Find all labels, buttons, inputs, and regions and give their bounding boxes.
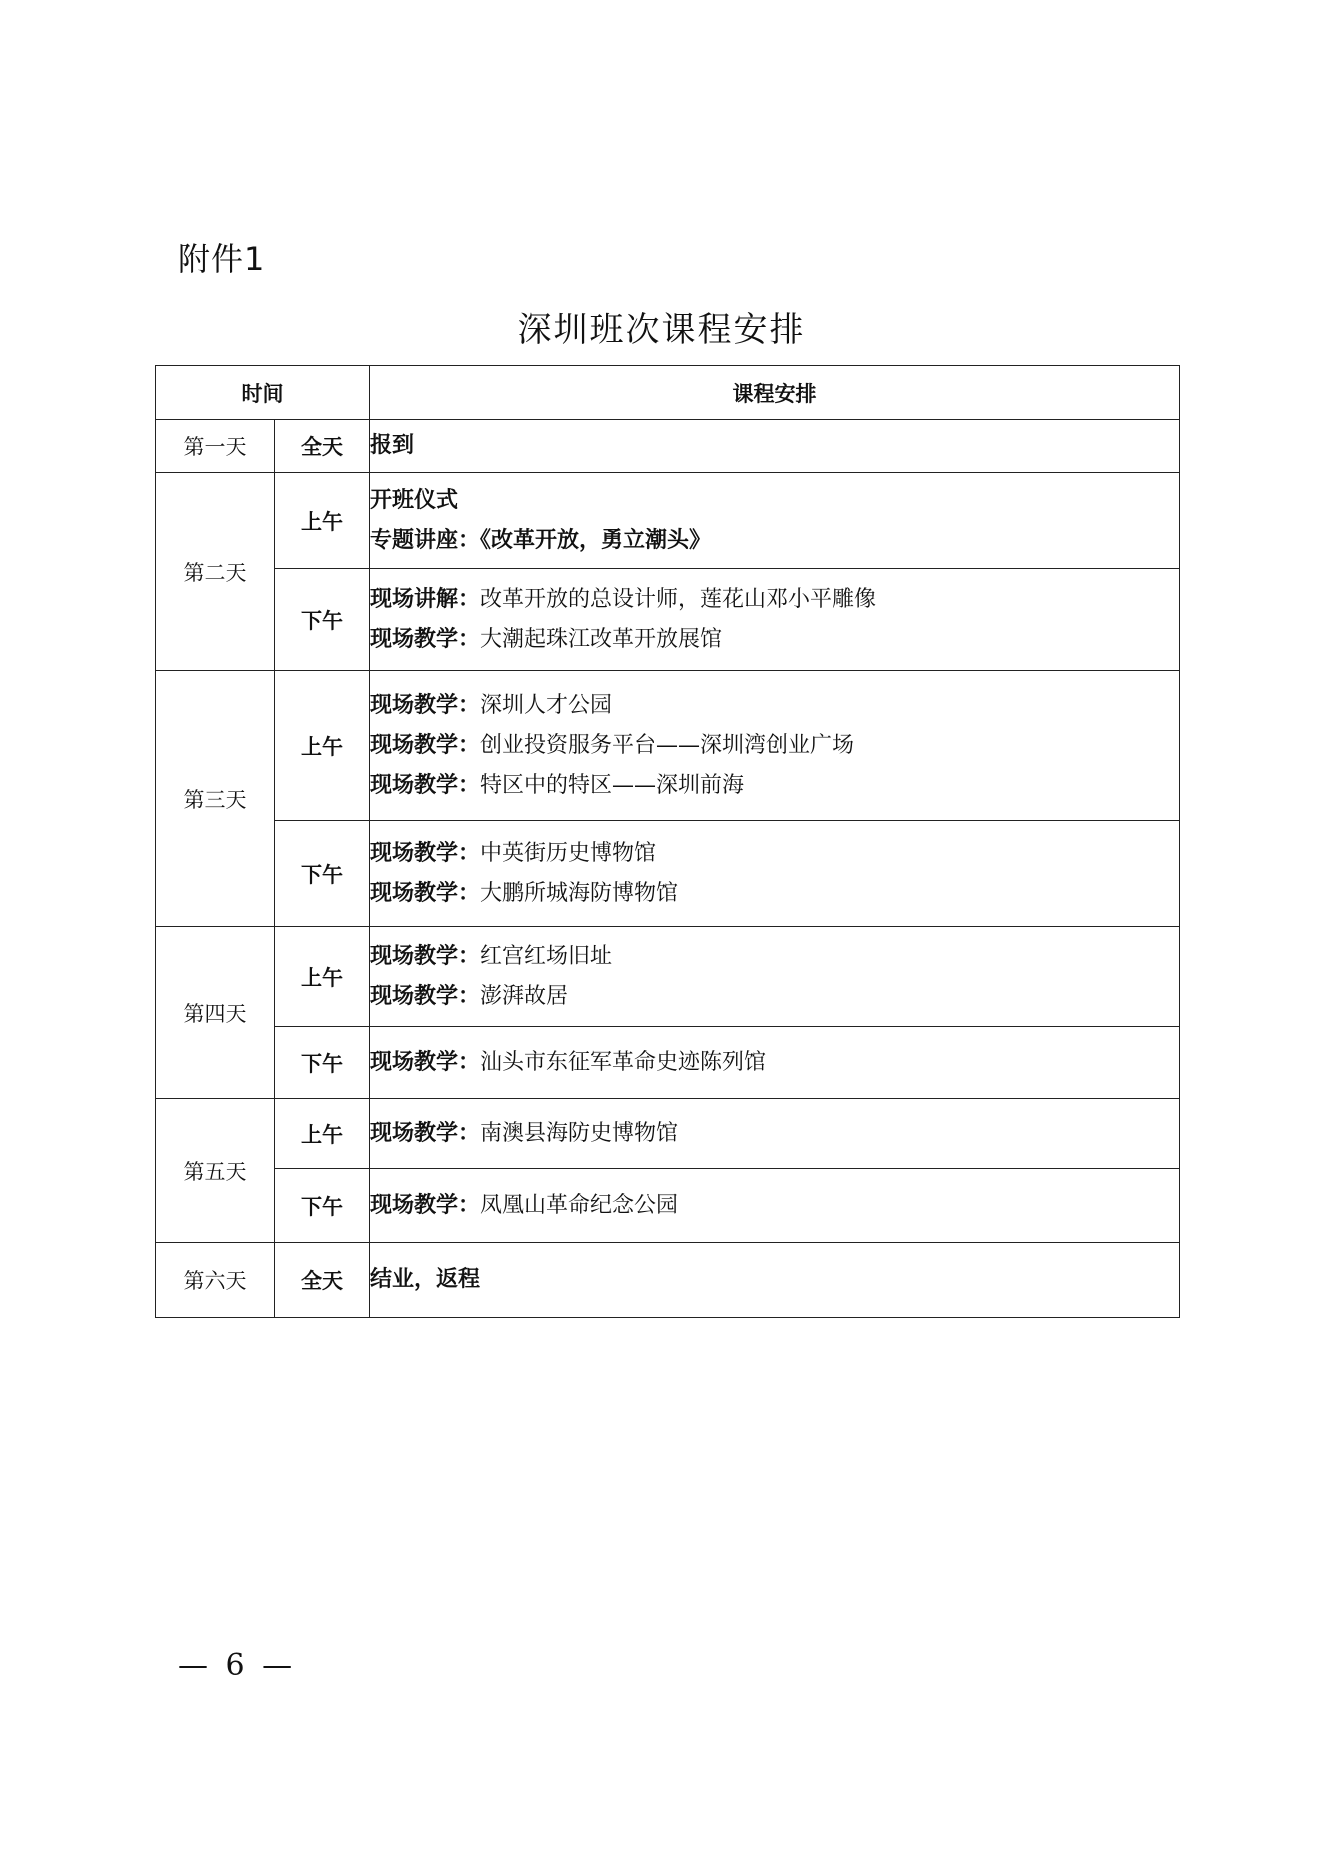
activity-text: 改革开放的总设计师，莲花山邓小平雕像 [480, 586, 877, 612]
schedule-content-cell [370, 569, 1180, 671]
table-row [156, 1169, 1180, 1243]
activity-text: 南澳县海防史博物馆 [480, 1120, 679, 1146]
activity-text: 汕头市东征军革命史迹陈列馆 [480, 1049, 767, 1075]
day-cell: 第五天 [156, 1099, 275, 1243]
period-cell: 上午 [275, 473, 370, 569]
period-cell: 上午 [275, 671, 370, 821]
period-cell: 全天 [275, 1243, 370, 1318]
activity-text: 结业，返程 [370, 1267, 481, 1292]
activity-type-label: 现场教学： [370, 626, 481, 652]
table-row [156, 1099, 1180, 1169]
schedule-item [370, 620, 1179, 660]
activity-type-label: 现场教学： [370, 983, 481, 1009]
schedule-item [370, 937, 1179, 977]
activity-text: 凤凰山革命纪念公园 [480, 1192, 679, 1218]
page-number: — 6 — [178, 1648, 297, 1683]
period-cell: 下午 [275, 1027, 370, 1099]
schedule-item [370, 766, 1179, 806]
activity-type-label: 现场教学： [370, 1120, 481, 1146]
activity-text: 特区中的特区——深圳前海 [480, 772, 745, 798]
activity-type-label: 现场教学： [370, 772, 481, 798]
table-row [156, 1243, 1180, 1318]
day-cell: 第二天 [156, 473, 275, 671]
activity-type-label: 现场教学： [370, 692, 481, 718]
activity-text: 大鹏所城海防博物馆 [480, 880, 679, 906]
schedule-content-cell [370, 821, 1180, 927]
schedule-content-cell [370, 1099, 1180, 1169]
schedule-table [155, 365, 1180, 1318]
day-cell: 第一天 [156, 420, 275, 473]
period-cell: 上午 [275, 927, 370, 1027]
period-cell: 上午 [275, 1099, 370, 1169]
schedule-item [370, 1260, 1179, 1300]
activity-text: 专题讲座：《改革开放，勇立潮头》 [370, 527, 712, 553]
activity-type-label: 现场教学： [370, 1192, 481, 1218]
table-header-row [156, 366, 1180, 420]
activity-type-label: 现场教学： [370, 880, 481, 906]
table-row [156, 671, 1180, 821]
activity-text: 深圳人才公园 [480, 692, 613, 718]
table-row [156, 927, 1180, 1027]
schedule-item [370, 1114, 1179, 1154]
table-row [156, 1027, 1180, 1099]
activity-text: 开班仪式 [370, 487, 459, 513]
day-cell: 第四天 [156, 927, 275, 1099]
activity-type-label: 现场教学： [370, 943, 481, 969]
activity-text: 红宫红场旧址 [480, 943, 613, 969]
schedule-item [370, 426, 1179, 466]
schedule-content-cell [370, 1243, 1180, 1318]
period-cell: 下午 [275, 569, 370, 671]
activity-text: 中英街历史博物馆 [480, 840, 657, 866]
attachment-label: 附件1 [178, 240, 266, 278]
activity-type-label: 现场教学： [370, 1049, 481, 1075]
schedule-item [370, 686, 1179, 726]
activity-type-label: 现场教学： [370, 840, 481, 866]
activity-text: 创业投资服务平台——深圳湾创业广场 [480, 732, 855, 758]
schedule-item [370, 521, 1179, 561]
schedule-item [370, 481, 1179, 521]
column-header-schedule: 课程安排 [370, 366, 1180, 420]
schedule-item [370, 874, 1179, 914]
period-cell: 下午 [275, 821, 370, 927]
schedule-content-cell [370, 1027, 1180, 1099]
table-row [156, 821, 1180, 927]
schedule-body [156, 420, 1180, 1318]
column-header-time: 时间 [156, 366, 370, 420]
day-cell: 第三天 [156, 671, 275, 927]
schedule-item [370, 1186, 1179, 1226]
schedule-content-cell [370, 473, 1180, 569]
schedule-item [370, 1043, 1179, 1083]
activity-type-label: 现场教学： [370, 732, 481, 758]
period-cell: 全天 [275, 420, 370, 473]
document-title: 深圳班次课程安排 [517, 310, 806, 350]
schedule-content-cell [370, 1169, 1180, 1243]
table-row [156, 420, 1180, 473]
table-row [156, 569, 1180, 671]
schedule-content-cell [370, 671, 1180, 821]
table-row [156, 473, 1180, 569]
schedule-content-cell [370, 927, 1180, 1027]
activity-type-label: 现场讲解： [370, 586, 481, 612]
activity-text: 报到 [370, 433, 415, 458]
day-cell: 第六天 [156, 1243, 275, 1318]
schedule-item [370, 977, 1179, 1017]
schedule-item [370, 580, 1179, 620]
period-cell: 下午 [275, 1169, 370, 1243]
schedule-item [370, 726, 1179, 766]
schedule-item [370, 834, 1179, 874]
activity-text: 大潮起珠江改革开放展馆 [480, 626, 723, 652]
activity-text: 澎湃故居 [480, 983, 569, 1009]
schedule-content-cell [370, 420, 1180, 473]
